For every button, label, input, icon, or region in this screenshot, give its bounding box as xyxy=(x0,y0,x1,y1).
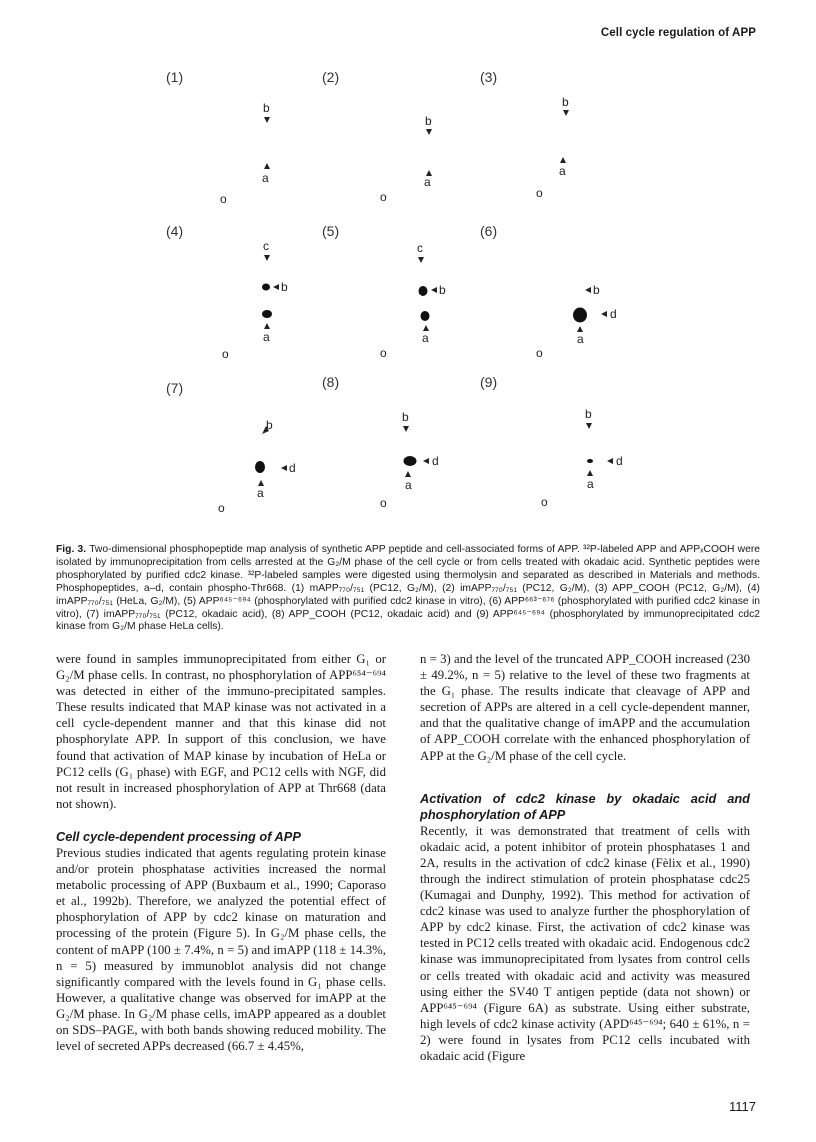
paragraph: were found in samples immunoprecipitated from either G₁ or G₂/M phase cells. In contrast, no phosphorylation of APP⁶⁵⁴⁻⁶⁹⁴ was detected in either of the immuno-precipitated samples. These results indicated that MAP kinase was not activated in a cell cycle-dependent manner and that this kinase did not phosphorylate APP. In support of this conclusion, we have found that activation of MAP kinase by incubation of HeLa or PC12 cells (G₁ phase) with EGF, and PC12 cells with NGF, did not result in increased phosphorylation of APP at Thr668 (data not shown). xyxy=(56,652,386,811)
section-heading: Activation of cdc2 kinase by okadaic acid and phosphorylation of APP xyxy=(420,790,750,822)
arrowhead-up xyxy=(560,157,566,163)
panel-label-5: (5) xyxy=(322,223,340,239)
spot-label-a: a xyxy=(257,486,264,500)
phosphopeptide-spot xyxy=(262,310,272,318)
spot-label-d: d xyxy=(289,461,296,475)
origin-label: o xyxy=(536,346,543,360)
panel-9 xyxy=(541,407,623,509)
arrowhead-left xyxy=(273,284,279,290)
paragraph: Previous studies indicated that agents regulating protein kinase and/or protein phosphatase activities increased the normal metabolic processing of APP (Buxbaum et al., 1990; Caporaso et al., 1992b). Therefore, we analyzed the potential effect of phosphorylation of APP by cdc2 kinase on maturation and processing of the protein (Figure 5). In G₂/M phase cells, the content of mAPP (100 ± 7.4%, n = 5) and imAPP (118 ± 14.3%, n = 5) measured by immunoblot analysis did not change significantly compared with the levels found in G₁ phase cells. However, a qualitative change was observed for imAPP at the G₂/M phase. In G₂/M phase cells, imAPP appeared as a doublet on SDS–PAGE, with both bands showing reduced mobility. The level of secreted APPs decreased (66.7 ± 4.45%, xyxy=(56,845,386,1054)
arrowhead-up xyxy=(587,470,593,476)
panel-1 xyxy=(220,101,270,206)
panel-label-1: (1) xyxy=(166,69,184,85)
phosphopeptide-spot xyxy=(404,456,417,466)
panel-label-9: (9) xyxy=(480,374,498,390)
section-heading: Cell cycle-dependent processing of APP xyxy=(56,828,301,844)
spot-label-b: b xyxy=(266,418,273,432)
spot-label-a: a xyxy=(422,331,429,345)
panel-2 xyxy=(380,114,432,204)
caption-text: Two-dimensional phosphopeptide map analysis of synthetic APP peptide and cell-associated forms of APP. ³²P-labeled APP and APPₓCOOH were isolated by immunoprecipitation from cells arrested at the G₂/M phase of the cell cycle or from cells treated with okadaic acid. Synthetic peptides were phosphorylated by purified cdc2 kinase. ³²P-labeled samples were digested using thermolysin and separated as described in Materials and methods. Phosphopeptides, a–d, contain phospho-Thr668. (1) mAPP₇₇₀/₇₅₁ (PC12, G₂/M), (2) imAPP₇₇₀/₇₅₁ (PC12, G₂/M), (3) APP_COOH (PC12, G₂/M), (4) imAPP₇₇₀/₇₅₁ (HeLa, G₂/M), (5) APP⁶⁴⁵⁻⁶⁹⁴ (phosphorylated with purified cdc2 kinase in vitro), (6) APP⁶⁶³⁻⁶⁷⁶ (phosphorylated with purified cdc2 kinase in vitro), (7) imAPP₇₇₀/₇₅₁ (PC12, okadaic acid), (8) APP_COOH (PC12, okadaic acid) and (9) APP⁶⁴⁵⁻⁶⁹⁴ (phosphorylated by immunoprecipitated cdc2 kinase from G₂/M phase HeLa cells). xyxy=(56,544,760,633)
spot-label-b: b xyxy=(402,410,409,424)
arrowhead-left xyxy=(431,287,437,293)
origin-label: o xyxy=(218,501,225,515)
spot-label-a: a xyxy=(587,477,594,491)
spot-label-b: b xyxy=(263,101,270,115)
left-column xyxy=(56,651,386,1054)
arrowhead-up xyxy=(264,163,270,169)
origin-label: o xyxy=(222,347,229,361)
phosphopeptide-spot xyxy=(255,461,265,473)
panel-label-6: (6) xyxy=(480,223,498,239)
arrowhead-up xyxy=(405,471,411,477)
arrowhead-left xyxy=(585,287,591,293)
page-number: 1117 xyxy=(729,1099,756,1114)
right-column xyxy=(420,651,750,1064)
spot-label-b: b xyxy=(585,407,592,421)
figure-caption xyxy=(56,544,760,634)
spot-label-b: b xyxy=(425,114,432,128)
origin-label: o xyxy=(536,186,543,200)
arrowhead-down xyxy=(403,426,409,432)
spot-label-a: a xyxy=(262,171,269,185)
arrowhead-left xyxy=(607,458,613,464)
origin-label: o xyxy=(380,346,387,360)
panel-label-3: (3) xyxy=(480,69,498,85)
paragraph: Recently, it was demonstrated that treatment of cells with okadaic acid, a potent inhibitor of protein phosphatases 1 and 2A, results in the activation of cdc2 kinase (Fèlix et al., 1990) through the indirect stimulation of protein phosphatase cdc25 (Kumagai and Dunphy, 1992). This method for activation of cdc2 kinase was used to analyze further the phosphorylation of APP by cdc2 kinase. First, the activation of cdc2 kinase was tested in PC12 cells treated with okadaic acid. Endogenous cdc2 kinase was immunoprecipitated from lysates from control cells or cells treated with okadaic acid and activity was measured using either the SV40 T antigen peptide (data not shown) or APP⁶⁴⁵⁻⁶⁹⁴ (Figure 6A) as substrate. Using either substrate, high levels of cdc2 kinase activity (APD⁶⁴⁵⁻⁶⁹⁴; 640 ± 61%, n = 2) were found in lysates from PC12 cells incubated with okadaic acid (Figure xyxy=(420,823,750,1063)
arrowhead-down xyxy=(264,255,270,261)
spot-label-d: d xyxy=(432,454,439,468)
caption-label: Fig. 3. xyxy=(56,544,87,555)
spot-label-c: c xyxy=(263,239,269,253)
phosphopeptide-spot-small xyxy=(587,459,593,463)
spot-label-a: a xyxy=(577,332,584,346)
phosphopeptide-spot xyxy=(421,311,430,321)
phosphopeptide-spot xyxy=(419,286,428,296)
panel-5 xyxy=(380,241,446,360)
origin-label: o xyxy=(220,192,227,206)
panel-label-7: (7) xyxy=(166,380,184,396)
origin-label: o xyxy=(541,495,548,509)
spot-label-d: d xyxy=(616,454,623,468)
spot-label-a: a xyxy=(263,330,270,344)
origin-label: o xyxy=(380,190,387,204)
spot-label-a: a xyxy=(405,478,412,492)
phosphopeptide-spot xyxy=(262,284,270,291)
panel-3 xyxy=(536,95,569,200)
arrowhead-left xyxy=(423,458,429,464)
panel-6 xyxy=(536,283,617,360)
arrowhead-down xyxy=(586,423,592,429)
spot-label-a: a xyxy=(424,175,431,189)
arrowhead-up xyxy=(264,323,270,329)
spot-label-a: a xyxy=(559,164,566,178)
panel-7 xyxy=(218,418,296,515)
panel-label-8: (8) xyxy=(322,374,340,390)
spot-label-c: c xyxy=(417,241,423,255)
arrowhead-down xyxy=(426,129,432,135)
spot-label-b: b xyxy=(593,283,600,297)
panel-4 xyxy=(222,239,288,361)
arrowhead-left xyxy=(281,465,287,471)
panel-label-4: (4) xyxy=(166,223,184,239)
spot-label-b: b xyxy=(562,95,569,109)
arrowhead-down xyxy=(563,110,569,116)
spot-label-b: b xyxy=(281,280,288,294)
paragraph: n = 3) and the level of the truncated APP_COOH increased (230 ± 49.2%, n = 5) relative to the level of these two fragments at the G₁ phase. The results indicate that cleavage of APP and secretion of APPs are altered in a cell cycle-dependent manner, and that the qualitative change of imAPP and the accumulation of APP_COOH correlate with the enhanced phosphorylation of APP at the G₂/M phase of the cell cycle. xyxy=(420,652,750,763)
running-header: Cell cycle regulation of APP xyxy=(600,27,756,39)
phosphopeptide-map-figure xyxy=(0,0,816,540)
arrowhead-down xyxy=(264,117,270,123)
arrowhead-left xyxy=(601,311,607,317)
phosphopeptide-spot-large xyxy=(573,308,587,323)
spot-label-d: d xyxy=(610,307,617,321)
origin-label: o xyxy=(380,496,387,510)
panel-8 xyxy=(380,410,439,510)
spot-label-b: b xyxy=(439,283,446,297)
panel-label-2: (2) xyxy=(322,69,340,85)
arrowhead-down xyxy=(418,257,424,263)
